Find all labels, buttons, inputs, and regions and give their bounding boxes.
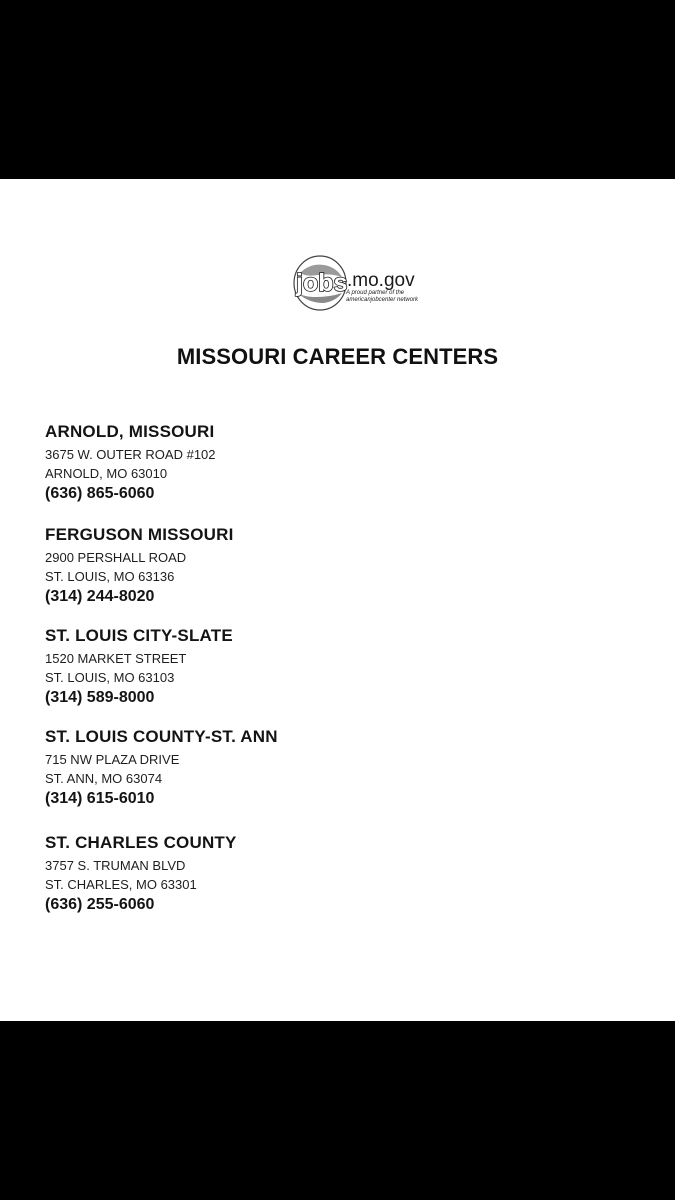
logo-tagline-line2: americanjobcenter network	[346, 297, 419, 303]
center-city: ST. LOUIS, MO 63136	[45, 569, 175, 584]
center-street: 1520 MARKET STREET	[45, 651, 187, 666]
career-center-list	[45, 421, 605, 916]
center-name: ST. LOUIS COUNTY-ST. ANN	[45, 727, 278, 746]
career-center-st-charles	[45, 832, 605, 916]
center-phone: (314) 589-8000	[45, 689, 155, 706]
center-name: FERGUSON MISSOURI	[45, 525, 234, 544]
center-street: 3757 S. TRUMAN BLVD	[45, 858, 186, 873]
center-street: 2900 PERSHALL ROAD	[45, 550, 187, 565]
center-phone: (636) 865-6060	[45, 485, 155, 502]
center-name: ST. LOUIS CITY-SLATE	[45, 626, 233, 645]
logo-domain-text: .mo.gov	[347, 270, 415, 291]
career-center-arnold	[45, 421, 605, 505]
center-phone: (314) 244-8020	[45, 588, 155, 605]
center-phone: (636) 255-6060	[45, 896, 155, 913]
center-phone: (314) 615-6010	[45, 790, 155, 807]
career-center-ferguson	[45, 524, 605, 608]
career-center-st-ann	[45, 726, 605, 810]
center-street: 715 NW PLAZA DRIVE	[45, 752, 180, 767]
logo-tagline-line1: A proud partner of the	[346, 290, 405, 296]
center-city: ARNOLD, MO 63010	[45, 466, 168, 481]
center-name: ARNOLD, MISSOURI	[45, 422, 215, 441]
center-city: ST. ANN, MO 63074	[45, 771, 163, 786]
center-name: ST. CHARLES COUNTY	[45, 833, 237, 852]
career-center-st-louis-city	[45, 625, 605, 709]
jobs-mo-gov-logo	[290, 249, 450, 321]
logo-tagline	[346, 290, 418, 304]
center-city: ST. CHARLES, MO 63301	[45, 877, 197, 892]
document-page	[0, 179, 675, 1021]
logo-graphic	[290, 249, 450, 321]
logo-jobs-text: jobs	[296, 269, 348, 297]
center-street: 3675 W. OUTER ROAD #102	[45, 447, 216, 462]
page-title: MISSOURI CAREER CENTERS	[176, 344, 499, 369]
center-city: ST. LOUIS, MO 63103	[45, 670, 175, 685]
